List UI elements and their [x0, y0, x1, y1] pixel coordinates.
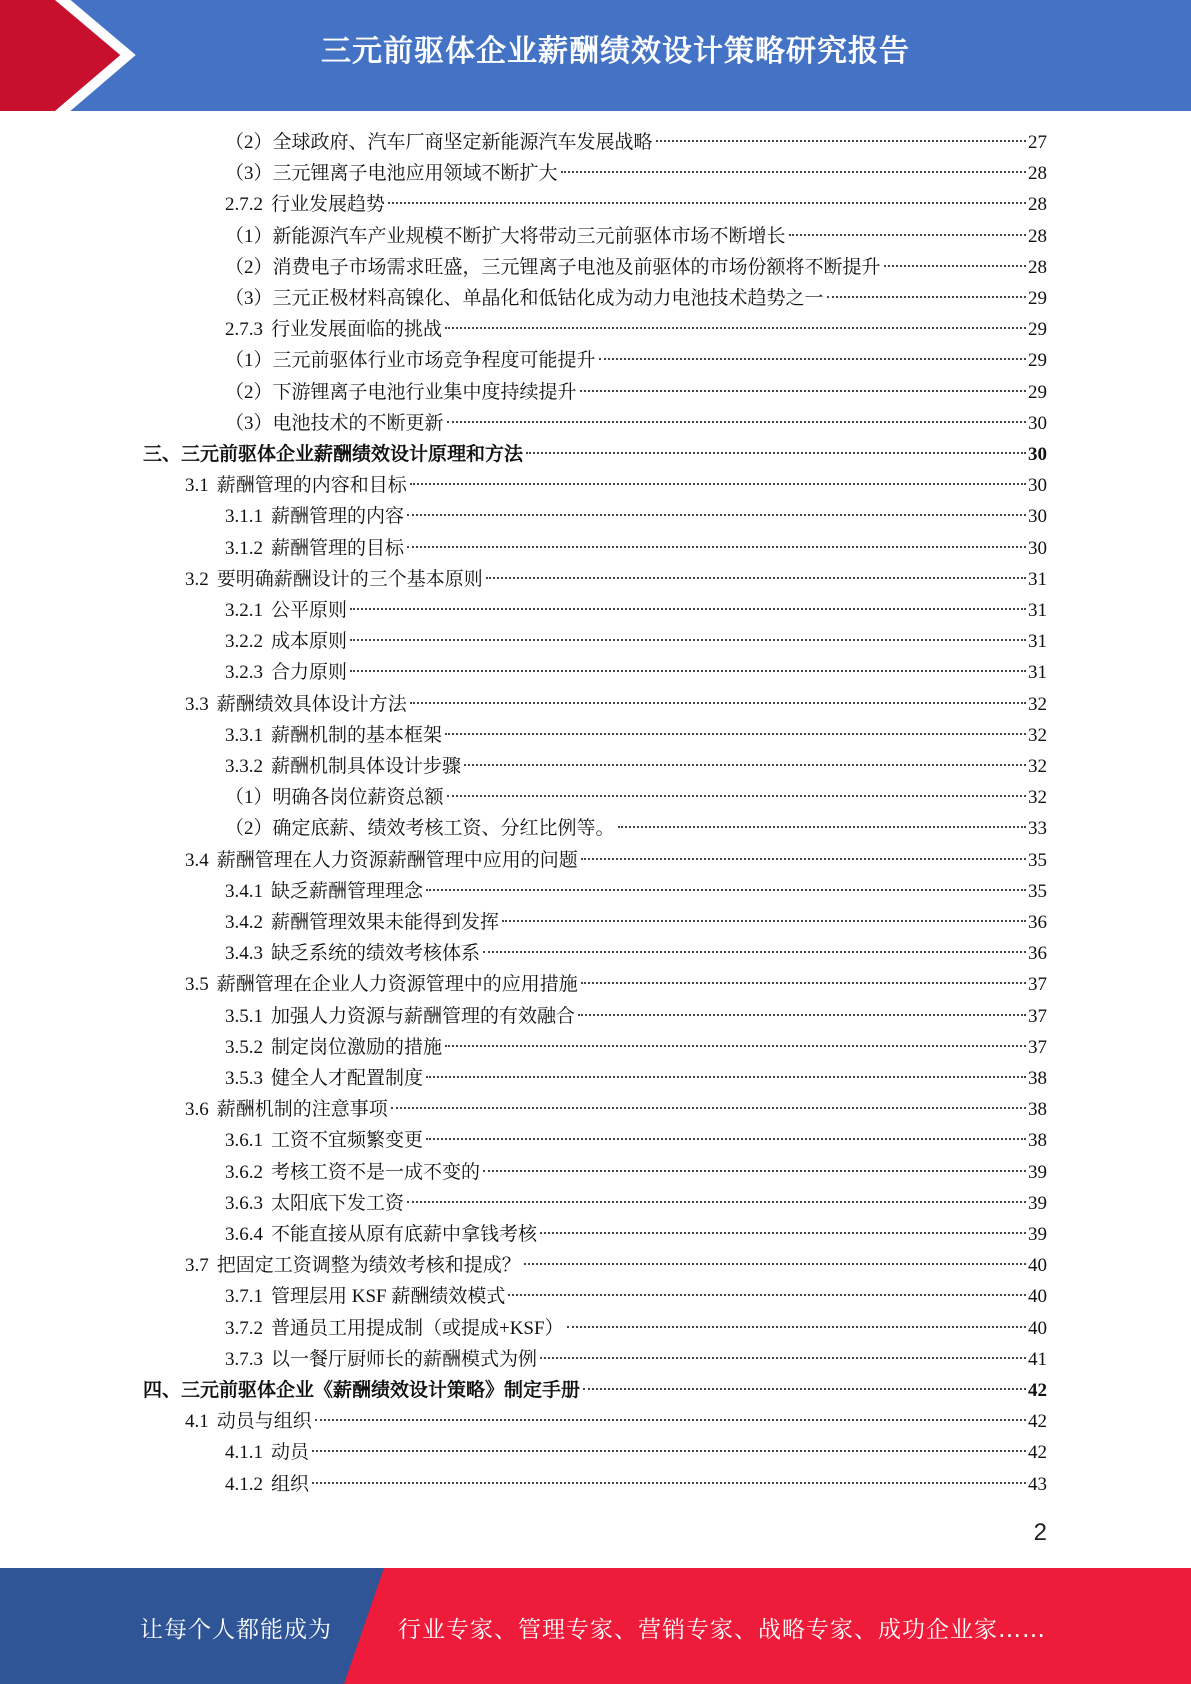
toc-entry[interactable]: [185, 470, 1047, 501]
toc-entry[interactable]: [143, 1375, 1047, 1406]
toc-entry-number: 3.6.4: [225, 1224, 263, 1245]
toc-entry[interactable]: [185, 1094, 1047, 1125]
toc-entry-title: 三、三元前驱体企业薪酬绩效设计原理和方法: [143, 444, 524, 465]
toc-entry-page: 42: [1028, 1442, 1047, 1464]
toc-entry-title: （2）消费电子市场需求旺盛，三元锂离子电池及前驱体的市场份额将不断提升: [225, 256, 881, 278]
toc-entry-number: 3.4.2: [225, 912, 263, 933]
toc-entry-number: 4.1.2: [225, 1473, 263, 1495]
toc-entry-number: 4.1.1: [225, 1442, 263, 1464]
toc-entry-title: 薪酬管理的内容: [271, 506, 405, 528]
toc-entry-page: 38: [1028, 1068, 1047, 1089]
toc-dot-leader: [350, 607, 1026, 610]
toc-entry-title: 薪酬绩效具体设计方法: [216, 693, 407, 715]
toc-entry-number: 3.1.1: [225, 506, 263, 528]
toc-entry-number: 3.5.2: [225, 1036, 263, 1058]
toc-entry-page: 31: [1028, 631, 1047, 653]
toc-entry[interactable]: [225, 876, 1047, 907]
toc-entry[interactable]: [185, 1406, 1047, 1437]
toc-dot-leader: [447, 794, 1026, 797]
toc-dot-leader: [391, 1106, 1026, 1109]
toc-entry-number: 3.7.1: [225, 1286, 263, 1308]
toc-entry-page: 37: [1028, 1036, 1047, 1058]
toc-entry[interactable]: [225, 1032, 1047, 1063]
toc-entry[interactable]: [225, 533, 1047, 564]
toc-entry-title: （3）电池技术的不断更新: [225, 412, 444, 434]
toc-dot-leader: [445, 326, 1026, 329]
toc-entry[interactable]: [185, 969, 1047, 1000]
toc-dot-leader: [580, 389, 1026, 392]
toc-entry-number: 3.7: [185, 1255, 209, 1277]
toc-dot-leader: [486, 576, 1026, 579]
toc-entry-page: 42: [1028, 1411, 1047, 1433]
toc-entry[interactable]: [225, 1281, 1047, 1312]
toc-entry-page: 40: [1028, 1286, 1047, 1308]
toc-dot-leader: [827, 295, 1026, 298]
toc-entry-title: （2）下游锂离子电池行业集中度持续提升: [225, 381, 577, 403]
toc-entry-title: 动员: [271, 1442, 310, 1464]
toc-entry-title: （1）新能源汽车产业规模不断扩大将带动三元前驱体市场不断增长: [225, 225, 786, 247]
toc-dot-leader: [426, 1075, 1026, 1078]
toc-entry-title: 薪酬管理在人力资源薪酬管理中应用的问题: [216, 849, 578, 871]
toc-entry-page: 39: [1028, 1224, 1047, 1245]
toc-entry-number: 3.6.1: [225, 1130, 263, 1152]
toc-entry-page: 35: [1028, 849, 1047, 871]
toc-entry[interactable]: [225, 938, 1047, 969]
toc-entry[interactable]: [225, 813, 1047, 844]
toc-entry-page: 31: [1028, 568, 1047, 590]
toc-dot-leader: [526, 451, 1026, 454]
toc-entry-page: 28: [1028, 225, 1047, 247]
toc-entry[interactable]: [225, 221, 1047, 252]
toc-entry-page: 30: [1028, 506, 1047, 528]
toc-entry-title: 普通员工用提成制（或提成+KSF）: [271, 1317, 564, 1339]
toc-entry-page: 31: [1028, 600, 1047, 621]
toc-entry-title: 太阳底下发工资: [271, 1192, 405, 1214]
toc-entry-page: 28: [1028, 194, 1047, 216]
toc-entry-title: 制定岗位激励的措施: [271, 1036, 443, 1058]
toc-entry-number: 3.1: [185, 475, 209, 497]
toc-entry-title: 薪酬管理在企业人力资源管理中的应用措施: [216, 974, 578, 996]
toc-entry[interactable]: [225, 907, 1047, 938]
toc-entry-title: 管理层用 KSF 薪酬绩效模式: [271, 1286, 506, 1308]
toc-entry-page: 35: [1028, 880, 1047, 902]
toc-entry-page: 30: [1028, 537, 1047, 559]
toc-entry-number: 3.2: [185, 568, 209, 590]
toc-dot-leader: [578, 1013, 1026, 1016]
toc-entry[interactable]: [225, 782, 1047, 813]
toc-entry-number: 3.5.3: [225, 1068, 263, 1089]
toc-entry[interactable]: [225, 1125, 1047, 1156]
toc-entry-page: 38: [1028, 1130, 1047, 1152]
toc-entry-title: 薪酬机制的基本框架: [271, 724, 443, 746]
toc-entry-number: 3.2.3: [225, 662, 263, 684]
toc-entry-number: 3.6.2: [225, 1161, 263, 1183]
toc-entry-number: 3.4: [185, 849, 209, 871]
toc-entry[interactable]: [225, 127, 1047, 158]
toc-dot-leader: [350, 638, 1026, 641]
toc-entry-page: 32: [1028, 693, 1047, 715]
toc-dot-leader: [567, 1325, 1026, 1328]
toc-entry-number: 3.4.1: [225, 880, 263, 902]
toc-entry-page: 30: [1028, 444, 1047, 465]
toc-dot-leader: [388, 201, 1026, 204]
toc-entry[interactable]: [185, 1250, 1047, 1281]
toc-entry-page: 36: [1028, 912, 1047, 933]
toc-entry[interactable]: [225, 720, 1047, 751]
toc-dot-leader: [581, 857, 1026, 860]
page-number: 2: [1033, 1519, 1047, 1546]
toc-entry-number: 3.7.2: [225, 1317, 263, 1339]
toc-dot-leader: [789, 233, 1026, 236]
toc-entry-title: 缺乏薪酬管理理念: [271, 880, 424, 902]
toc-dot-leader: [583, 1387, 1026, 1390]
toc-entry-title: 组织: [271, 1473, 310, 1495]
toc-entry-title: （3）三元锂离子电池应用领域不断扩大: [225, 163, 558, 185]
toc-dot-leader: [599, 357, 1026, 360]
toc-entry-title: 缺乏系统的绩效考核体系: [271, 943, 481, 965]
toc-entry[interactable]: [143, 439, 1047, 470]
toc-entry-title: 要明确薪酬设计的三个基本原则: [216, 568, 483, 590]
toc-entry-page: 30: [1028, 475, 1047, 497]
toc-entry-title: 不能直接从原有底薪中拿钱考核: [271, 1224, 538, 1245]
toc-entry[interactable]: [225, 252, 1047, 283]
toc-dot-leader: [447, 420, 1026, 423]
toc-entry-title: 公平原则: [271, 600, 348, 621]
toc-dot-leader: [524, 1262, 1026, 1265]
toc-entry-title: （1）明确各岗位薪资总额: [225, 787, 444, 809]
toc-entry-page: 32: [1028, 787, 1047, 809]
toc-entry-page: 28: [1028, 163, 1047, 185]
toc-entry-number: 3.5: [185, 974, 209, 996]
toc-entry-page: 29: [1028, 381, 1047, 403]
toc-entry-page: 37: [1028, 1005, 1047, 1027]
toc-entry-page: 40: [1028, 1317, 1047, 1339]
toc-entry-page: 38: [1028, 1099, 1047, 1121]
toc-entry-page: 32: [1028, 756, 1047, 777]
toc-entry[interactable]: [225, 1157, 1047, 1188]
toc-dot-leader: [540, 1231, 1026, 1234]
toc-entry[interactable]: [185, 845, 1047, 876]
toc-entry-number: 3.2.1: [225, 600, 263, 621]
toc-dot-leader: [508, 1293, 1026, 1296]
toc-entry[interactable]: [225, 1001, 1047, 1032]
toc-entry[interactable]: [225, 1219, 1047, 1250]
toc-entry[interactable]: [225, 1344, 1047, 1375]
toc-entry-number: 2.7.3: [225, 319, 263, 341]
toc-entry-title: 考核工资不是一成不变的: [271, 1161, 481, 1183]
toc-entry[interactable]: [225, 283, 1047, 314]
toc-dot-leader: [884, 264, 1026, 267]
toc-entry[interactable]: [225, 1437, 1047, 1468]
toc-entry-page: 31: [1028, 662, 1047, 684]
toc-entry-title: 薪酬机制的注意事项: [216, 1099, 388, 1121]
toc-entry-title: 健全人才配置制度: [271, 1068, 424, 1089]
toc-dot-leader: [561, 170, 1026, 173]
toc-dot-leader: [426, 888, 1026, 891]
report-title: 三元前驱体企业薪酬绩效设计策略研究报告: [321, 34, 910, 69]
toc-entry-page: 27: [1028, 132, 1047, 153]
toc-entry-page: 32: [1028, 724, 1047, 746]
toc-entry-number: 3.1.2: [225, 537, 263, 559]
toc-entry-page: 39: [1028, 1161, 1047, 1183]
toc-entry-number: 3.6.3: [225, 1192, 263, 1214]
page-footer: [0, 1568, 1191, 1684]
toc-entry-page: 30: [1028, 412, 1047, 434]
toc-dot-leader: [312, 1449, 1026, 1452]
toc-entry-title: 工资不宜频繁变更: [271, 1130, 424, 1152]
toc-entry[interactable]: [225, 158, 1047, 189]
toc-entry-page: 29: [1028, 350, 1047, 372]
toc-dot-leader: [483, 950, 1026, 953]
toc-entry[interactable]: [225, 751, 1047, 782]
toc-entry[interactable]: [225, 345, 1047, 376]
toc-dot-leader: [315, 1418, 1026, 1421]
toc-dot-leader: [350, 669, 1026, 672]
toc-entry-page: 29: [1028, 319, 1047, 341]
toc-entry[interactable]: [225, 408, 1047, 439]
toc-dot-leader: [410, 701, 1026, 704]
toc-entry[interactable]: [185, 689, 1047, 720]
toc-entry-page: 39: [1028, 1192, 1047, 1214]
toc-entry-title: （2）全球政府、汽车厂商坚定新能源汽车发展战略: [225, 132, 653, 153]
toc-entry-title: 薪酬管理效果未能得到发挥: [271, 912, 500, 933]
toc-dot-leader: [410, 482, 1026, 485]
toc-dot-leader: [312, 1481, 1026, 1484]
toc-entry-page: 33: [1028, 818, 1047, 840]
toc-entry[interactable]: [225, 314, 1047, 345]
toc-entry[interactable]: [225, 1313, 1047, 1344]
toc-entry-page: 36: [1028, 943, 1047, 965]
toc-entry-page: 28: [1028, 256, 1047, 278]
toc-entry-title: 行业发展趋势: [271, 194, 386, 216]
toc-dot-leader: [407, 545, 1026, 548]
toc-entry-page: 37: [1028, 974, 1047, 996]
toc-entry[interactable]: [225, 1469, 1047, 1500]
toc-entry-title: 薪酬管理的内容和目标: [216, 475, 407, 497]
toc-entry-number: 3.7.3: [225, 1348, 263, 1370]
toc-entry[interactable]: [185, 564, 1047, 595]
toc-entry-number: 3.4.3: [225, 943, 263, 965]
toc-entry-number: 4.1: [185, 1411, 209, 1433]
toc-entry-number: 3.6: [185, 1099, 209, 1121]
toc-entry-title: （2）确定底薪、绩效考核工资、分红比例等。: [225, 818, 615, 840]
toc-dot-leader: [656, 139, 1026, 142]
footer-expert-list: 行业专家、管理专家、营销专家、战略专家、成功企业家……: [398, 1617, 1046, 1643]
toc-dot-leader: [445, 1044, 1026, 1047]
toc-entry-number: 3.2.2: [225, 631, 263, 653]
toc-entry[interactable]: [225, 1188, 1047, 1219]
toc-entry-title: 合力原则: [271, 662, 348, 684]
toc-dot-leader: [581, 981, 1026, 984]
toc-entry-title: 加强人力资源与薪酬管理的有效融合: [271, 1005, 576, 1027]
toc-entry-page: 29: [1028, 288, 1047, 309]
toc-dot-leader: [464, 763, 1026, 766]
toc-dot-leader: [618, 825, 1026, 828]
footer-slogan: 让每个人都能成为: [140, 1617, 332, 1643]
toc-entry-number: 3.3.2: [225, 756, 263, 777]
toc-entry-title: 把固定工资调整为绩效考核和提成？: [216, 1255, 521, 1277]
toc-entry-title: 薪酬管理的目标: [271, 537, 405, 559]
toc-entry-number: 3.3.1: [225, 724, 263, 746]
toc-entry-page: 43: [1028, 1473, 1047, 1495]
toc-entry[interactable]: [225, 595, 1047, 626]
toc-entry-title: 行业发展面临的挑战: [271, 319, 443, 341]
toc-entry-page: 42: [1028, 1380, 1047, 1401]
toc-entry[interactable]: [225, 189, 1047, 220]
toc-entry-title: 动员与组织: [216, 1411, 312, 1433]
toc-dot-leader: [483, 1169, 1026, 1172]
toc-entry-number: 2.7.2: [225, 194, 263, 216]
toc-entry[interactable]: [225, 501, 1047, 532]
toc-dot-leader: [407, 1200, 1026, 1203]
toc-entry[interactable]: [225, 377, 1047, 408]
toc-dot-leader: [540, 1356, 1026, 1359]
toc-entry-title: （3）三元正极材料高镍化、单晶化和低钴化成为动力电池技术趋势之一: [225, 288, 824, 309]
toc-dot-leader: [426, 1137, 1026, 1140]
toc-entry-number: 3.5.1: [225, 1005, 263, 1027]
toc-dot-leader: [502, 919, 1026, 922]
toc-entry-title: （1）三元前驱体行业市场竞争程度可能提升: [225, 350, 596, 372]
toc-entry-title: 以一餐厅厨师长的薪酬模式为例: [271, 1348, 538, 1370]
toc-entry[interactable]: [225, 1063, 1047, 1094]
toc-entry[interactable]: [225, 626, 1047, 657]
toc-entry-title: 成本原则: [271, 631, 348, 653]
toc-dot-leader: [445, 732, 1026, 735]
page-header: [0, 0, 1191, 111]
toc-entry[interactable]: [225, 657, 1047, 688]
toc-entry-number: 3.3: [185, 693, 209, 715]
toc-entry-page: 40: [1028, 1255, 1047, 1277]
toc-entry-page: 41: [1028, 1348, 1047, 1370]
toc-dot-leader: [407, 513, 1026, 516]
toc-entry-title: 薪酬机制具体设计步骤: [271, 756, 462, 777]
toc-entry-title: 四、三元前驱体企业《薪酬绩效设计策略》制定手册: [143, 1380, 581, 1401]
